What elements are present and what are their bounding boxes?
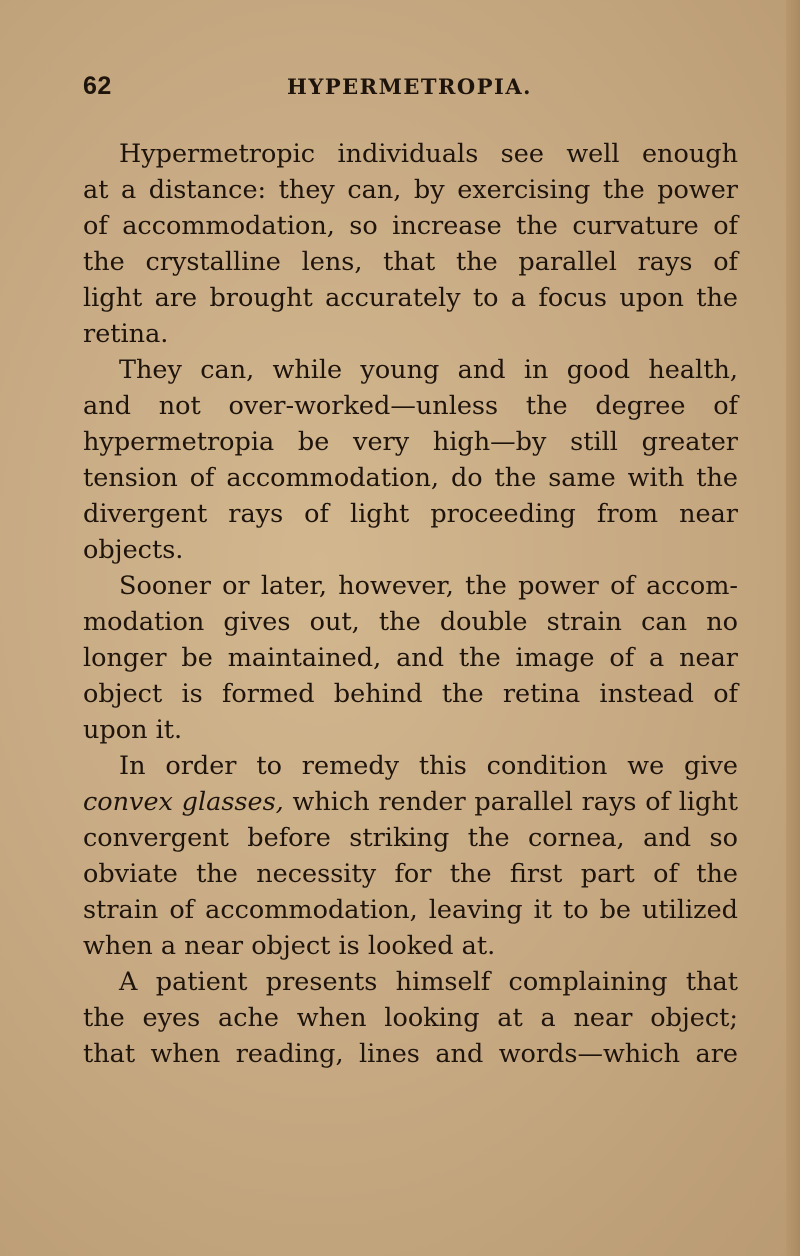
text-line: Sooner or later, however, the power of accom- — [119, 571, 738, 601]
italic-phrase: convex glasses, — [83, 787, 284, 817]
text-line: divergent rays of light proceeding from near — [83, 499, 738, 529]
page-number: 62 — [83, 72, 112, 100]
text-line: that when reading, lines and words—which are — [83, 1039, 738, 1069]
text-line: obviate the necessity for the first part of the — [83, 859, 738, 889]
text-line: objects. — [83, 535, 184, 565]
text-line: tension of accommodation, do the same with the — [83, 463, 738, 493]
text-line-with-italic — [83, 784, 738, 820]
text-line: retina. — [83, 319, 169, 349]
text-line: longer be maintained, and the image of a near — [83, 643, 738, 673]
text-line: In order to remedy this condition we give — [119, 751, 738, 781]
text-line: They can, while young and in good health, — [119, 355, 738, 385]
text-line: of accommodation, so increase the curvature of — [83, 211, 738, 241]
text-line: when a near object is looked at. — [83, 931, 496, 961]
text-line: object is formed behind the retina instead of — [83, 679, 738, 709]
text-line: convergent before striking the cornea, and so — [83, 823, 738, 853]
text-line: modation gives out, the double strain can no — [83, 607, 738, 637]
text-line: upon it. — [83, 715, 183, 745]
text-fragment: which render parallel rays of light — [292, 787, 739, 817]
text-line: at a distance: they can, by exercising the power — [83, 175, 738, 205]
text-line: A patient presents himself complaining that — [119, 967, 738, 997]
text-line: light are brought accurately to a focus upon the — [83, 283, 738, 313]
text-line: Hypermetropic individuals see well enough — [119, 139, 738, 169]
running-head: HYPERMETROPIA. — [287, 74, 532, 99]
text-line: the crystalline lens, that the parallel rays of — [83, 247, 738, 277]
text-line: hypermetropia be very high—by still greater — [83, 427, 738, 457]
page-edge — [786, 0, 800, 1256]
page-header — [83, 72, 723, 112]
text-line: strain of accommodation, leaving it to be utilized — [83, 895, 738, 925]
text-line: the eyes ache when looking at a near object; — [83, 1003, 738, 1033]
body-text — [83, 136, 738, 1072]
text-line: and not over-worked—unless the degree of — [83, 391, 738, 421]
